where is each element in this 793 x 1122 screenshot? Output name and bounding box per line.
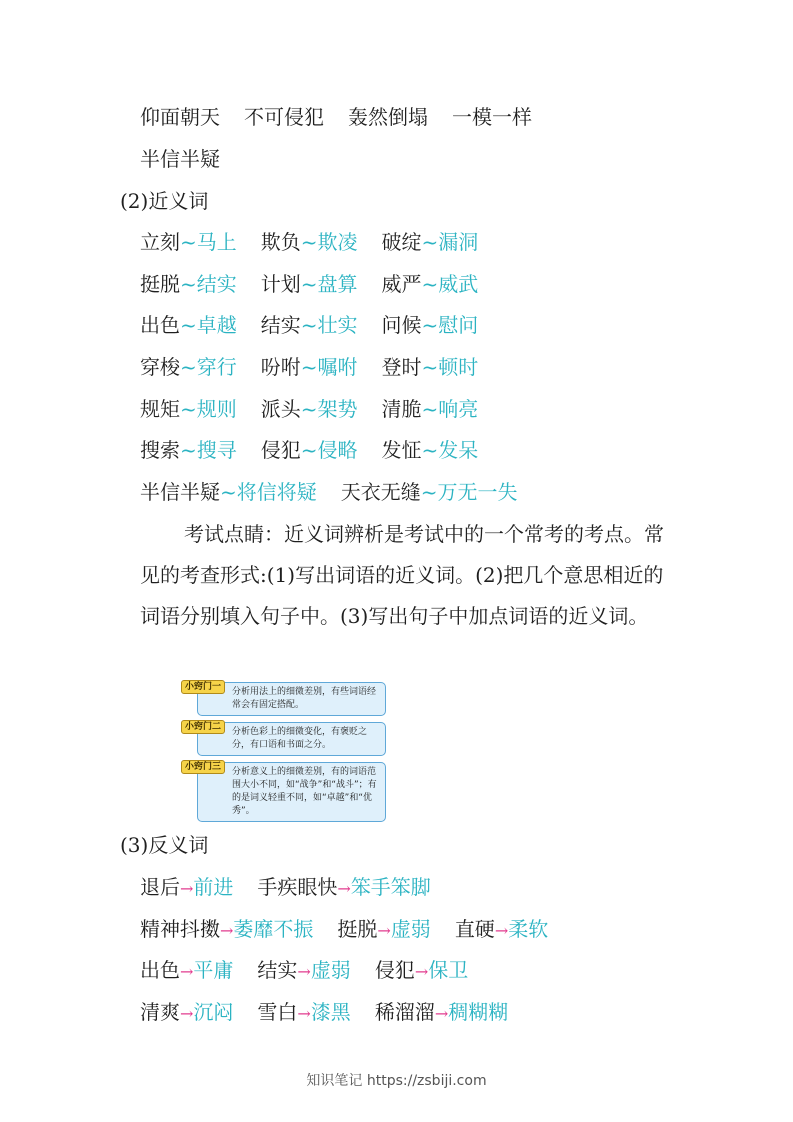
- synonym-answer: 规则: [196, 397, 237, 421]
- synonym-answer: 马上: [196, 230, 237, 254]
- synonym-pair: [382, 270, 479, 298]
- synonym-row: [140, 228, 478, 256]
- tilde-separator: ~: [180, 272, 197, 296]
- antonym-pair: [375, 956, 468, 986]
- tilde-separator: ~: [180, 230, 197, 254]
- synonym-pair: [140, 270, 237, 298]
- synonym-answer: 将信将疑: [236, 480, 317, 504]
- tilde-separator: ~: [180, 438, 197, 462]
- tip-item: [181, 762, 386, 822]
- synonym-answer: 万无一失: [437, 480, 518, 504]
- synonym-pair: [140, 436, 237, 464]
- arrow-icon: →: [434, 1004, 449, 1023]
- word: 派头: [260, 397, 301, 421]
- antonym-pair: [257, 873, 430, 903]
- word: 清脆: [381, 397, 422, 421]
- antonym-pair: [140, 956, 233, 986]
- synonym-answer: 顿时: [438, 355, 479, 379]
- antonym-row: [140, 915, 548, 945]
- antonym-answer: 沉闷: [193, 1000, 234, 1024]
- synonym-answer: 嘱咐: [317, 355, 358, 379]
- tilde-separator: ~: [421, 313, 439, 337]
- synonym-answer: 架势: [317, 397, 358, 421]
- exam-tip-paragraph: [140, 514, 680, 637]
- synonym-answer: 壮实: [317, 313, 358, 337]
- tilde-separator: ~: [300, 397, 318, 421]
- word: 直硬: [454, 917, 495, 941]
- word-row: [140, 103, 532, 131]
- word: 欺负: [260, 230, 301, 254]
- antonym-answer: 保卫: [428, 958, 469, 982]
- arrow-icon: →: [180, 962, 194, 981]
- antonym-answer: 前进: [193, 875, 234, 899]
- synonym-pair: [261, 270, 358, 298]
- synonym-row: [140, 478, 518, 506]
- synonym-pair: [140, 311, 237, 339]
- synonym-pair: [261, 353, 358, 381]
- synonym-row: [140, 395, 478, 423]
- word: 侵犯: [260, 438, 301, 462]
- tilde-separator: ~: [180, 397, 197, 421]
- synonym-row: [140, 311, 478, 339]
- word: 挺脱: [140, 272, 180, 296]
- synonym-pair: [140, 228, 237, 256]
- word: 一模一样: [452, 105, 532, 129]
- antonym-answer: 漆黑: [310, 1000, 351, 1024]
- synonym-pair: [382, 311, 479, 339]
- arrow-icon: →: [337, 879, 351, 898]
- word: 手疾眼快: [257, 875, 338, 899]
- word: 半信半疑: [140, 147, 220, 171]
- word: 半信半疑: [140, 480, 220, 504]
- synonym-answer: 漏洞: [438, 230, 479, 254]
- tip-label: 小窍门一: [181, 680, 225, 694]
- tip-text: 分析色彩上的细微变化，有褒贬之分，有口语和书面之分。: [197, 722, 386, 756]
- synonym-answer: 响亮: [438, 397, 479, 421]
- synonyms-heading: (2)近义词: [120, 189, 209, 213]
- antonym-row: [140, 956, 468, 986]
- synonym-answer: 慰问: [438, 313, 479, 337]
- synonym-answer: 发呆: [438, 438, 479, 462]
- tilde-separator: ~: [421, 355, 439, 379]
- word: 轰然倒塌: [348, 105, 428, 129]
- antonym-pair: [140, 915, 313, 945]
- synonym-row: [140, 353, 478, 381]
- antonym-row: [140, 998, 508, 1028]
- tilde-separator: ~: [421, 438, 439, 462]
- arrow-icon: →: [297, 1004, 311, 1023]
- antonym-answer: 虚弱: [310, 958, 351, 982]
- word: 不可侵犯: [244, 105, 324, 129]
- synonym-pair: [140, 478, 317, 506]
- synonym-answer: 卓越: [196, 313, 237, 337]
- tilde-separator: ~: [300, 438, 318, 462]
- synonym-row: [140, 436, 478, 464]
- word: 结实: [257, 958, 298, 982]
- antonym-pair: [140, 873, 233, 903]
- tip-item: [181, 722, 386, 756]
- antonym-answer: 稠糊糊: [448, 1000, 509, 1024]
- word: 稀溜溜: [374, 1000, 435, 1024]
- synonym-answer: 穿行: [196, 355, 237, 379]
- antonym-answer: 萎靡不振: [233, 917, 314, 941]
- exam-tip-text: 考试点睛：近义词辨析是考试中的一个常考的考点。常见的考查形式:(1)写出词语的近义词。(2)把几个意思相近的词语分别填入句子中。(3)写出句子中加点词语的近义词。: [140, 522, 664, 628]
- arrow-icon: →: [220, 921, 234, 940]
- synonym-answer: 侵略: [317, 438, 358, 462]
- synonym-pair: [261, 395, 358, 423]
- antonym-pair: [257, 998, 350, 1028]
- tilde-separator: ~: [180, 313, 197, 337]
- arrow-icon: →: [414, 962, 429, 981]
- tilde-separator: ~: [421, 397, 439, 421]
- word: 登时: [381, 355, 422, 379]
- word: 计划: [260, 272, 301, 296]
- word: 精神抖擞: [140, 917, 220, 941]
- antonym-pair: [257, 956, 350, 986]
- word: 问候: [381, 313, 422, 337]
- arrow-icon: →: [494, 921, 509, 940]
- word: 穿梭: [140, 355, 180, 379]
- tip-label: 小窍门二: [181, 720, 225, 734]
- word: 清爽: [140, 1000, 180, 1024]
- antonym-answer: 笨手笨脚: [350, 875, 431, 899]
- word: 侵犯: [374, 958, 415, 982]
- tilde-separator: ~: [421, 230, 439, 254]
- word: 威严: [381, 272, 422, 296]
- synonym-pair: [382, 436, 479, 464]
- word: 出色: [140, 313, 180, 337]
- antonym-answer: 平庸: [193, 958, 234, 982]
- antonym-answer: 虚弱: [390, 917, 431, 941]
- tilde-separator: ~: [300, 272, 318, 296]
- tip-label: 小窍门三: [181, 760, 225, 774]
- synonym-answer: 威武: [438, 272, 479, 296]
- synonym-pair: [261, 311, 358, 339]
- tilde-separator: ~: [180, 355, 197, 379]
- synonym-answer: 欺凌: [317, 230, 358, 254]
- synonym-pair: [382, 353, 479, 381]
- synonym-row: [140, 270, 478, 298]
- tip-text: 分析意义上的细微差别，有的词语范围大小不同，如“战争”和“战斗”；有的是词义轻重不同，如“卓越”和“优秀”。: [197, 762, 386, 822]
- antonym-pair: [337, 915, 430, 945]
- footer-text: 知识笔记 https://zsbiji.com: [306, 1073, 487, 1089]
- antonym-pair: [140, 998, 233, 1028]
- word: 天衣无缝: [340, 480, 421, 504]
- synonym-pair: [382, 228, 479, 256]
- tilde-separator: ~: [420, 480, 438, 504]
- synonym-answer: 搜寻: [196, 438, 237, 462]
- word: 结实: [260, 313, 301, 337]
- tilde-separator: ~: [421, 272, 439, 296]
- arrow-icon: →: [180, 1004, 194, 1023]
- antonym-row: [140, 873, 431, 903]
- word-row: [140, 145, 220, 173]
- word: 吩咐: [260, 355, 301, 379]
- synonym-pair: [341, 478, 518, 506]
- word: 破绽: [381, 230, 422, 254]
- tilde-separator: ~: [300, 313, 318, 337]
- word: 发怔: [381, 438, 422, 462]
- antonyms-heading: (3)反义词: [120, 833, 209, 857]
- word: 搜索: [140, 438, 180, 462]
- synonym-pair: [140, 395, 237, 423]
- synonym-pair: [140, 353, 237, 381]
- synonym-answer: 结实: [196, 272, 237, 296]
- tips-panel: [181, 682, 386, 828]
- tilde-separator: ~: [220, 480, 237, 504]
- word: 规矩: [140, 397, 180, 421]
- antonym-answer: 柔软: [508, 917, 549, 941]
- antonym-pair: [455, 915, 548, 945]
- arrow-icon: →: [180, 879, 194, 898]
- synonym-pair: [261, 436, 358, 464]
- tip-item: [181, 682, 386, 716]
- tilde-separator: ~: [300, 355, 318, 379]
- arrow-icon: →: [297, 962, 311, 981]
- synonym-answer: 盘算: [317, 272, 358, 296]
- word: 雪白: [257, 1000, 298, 1024]
- tilde-separator: ~: [300, 230, 318, 254]
- antonym-pair: [375, 998, 508, 1028]
- word: 挺脱: [337, 917, 378, 941]
- synonym-pair: [382, 395, 479, 423]
- word: 立刻: [140, 230, 180, 254]
- word: 仰面朝天: [140, 105, 220, 129]
- tip-text: 分析用法上的细微差别，有些词语经常会有固定搭配。: [197, 682, 386, 716]
- arrow-icon: →: [377, 921, 391, 940]
- synonym-pair: [261, 228, 358, 256]
- word: 出色: [140, 958, 180, 982]
- word: 退后: [140, 875, 180, 899]
